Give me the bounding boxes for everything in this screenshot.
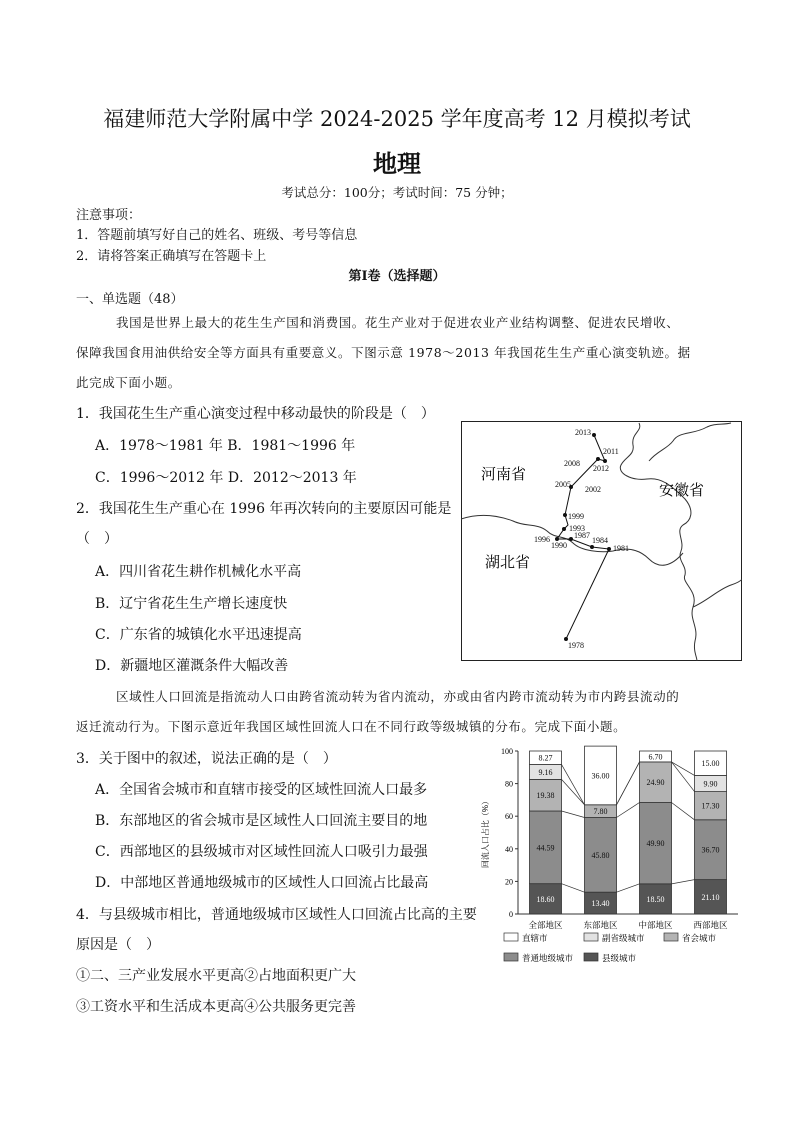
point-2012 xyxy=(603,459,607,463)
x-category-label: 西部地区 xyxy=(693,920,728,930)
bar-data-label: 19.38 xyxy=(536,791,555,801)
series-connector xyxy=(672,803,695,820)
bar-data-label: 9.90 xyxy=(703,779,718,789)
q3-option: C．西部地区的县级城市对区域性回流人口吸引力最强 xyxy=(95,844,428,860)
return-population-chart xyxy=(476,745,744,970)
x-category-label: 中部地区 xyxy=(638,920,673,930)
q1-options-cd: C．1996～2012 年 D．2012～2013 年 xyxy=(95,470,357,486)
x-category-label: 全部地区 xyxy=(528,920,563,930)
point-1999 xyxy=(563,513,567,517)
series-connector xyxy=(562,779,585,804)
q4-options-line: ①二、三产业发展水平更高②占地面积更广大 xyxy=(76,968,356,984)
legend-swatch xyxy=(504,933,518,941)
legend-label: 副省级城市 xyxy=(602,933,645,943)
q2-stem: 2．我国花生生产重心在 1996 年再次转向的主要原因可能是 xyxy=(76,501,452,517)
series-connector xyxy=(617,762,640,805)
bar-data-label: 24.90 xyxy=(646,778,665,788)
q3-option: A．全国省会城市和直辖市接受的区域性回流人口最多 xyxy=(95,782,428,798)
map-label-henan: 河南省 xyxy=(481,466,527,483)
exam-title: 福建师范大学附属中学 2024-2025 学年度高考 12 月模拟考试 xyxy=(103,107,691,131)
year-label: 1993 xyxy=(569,524,585,533)
y-tick-label: 0 xyxy=(509,910,513,919)
q3-option: D．中部地区普通地级城市的区域性人口回流占比最高 xyxy=(95,875,429,891)
bar-data-label: 49.90 xyxy=(646,839,665,849)
bar-data-label: 18.60 xyxy=(536,894,555,904)
year-label: 1996 xyxy=(534,535,550,544)
legend-swatch xyxy=(584,933,598,941)
legend-label: 省会城市 xyxy=(682,933,717,943)
bar-data-label: 13.40 xyxy=(591,899,610,909)
map-label-hubei: 湖北省 xyxy=(485,554,531,571)
series-connector xyxy=(562,764,585,804)
year-label: 2005 xyxy=(555,480,571,489)
legend-label: 直辖市 xyxy=(522,933,548,943)
passage1-line: 我国是世界上最大的花生生产国和消费国。花生产业对于促进农业产业结构调整、促进农民增收、 xyxy=(116,315,680,330)
part-title: 一、单选题（48） xyxy=(76,292,184,307)
notes-heading: 注意事项： xyxy=(76,208,142,223)
bar-data-label: 45.80 xyxy=(591,850,610,860)
q3-stem: 3．关于图中的叙述，说法正确的是（ ） xyxy=(76,751,337,767)
series-connector xyxy=(617,884,640,892)
q2-option: C．广东省的城镇化水平迅速提高 xyxy=(95,627,302,643)
year-label: 1978 xyxy=(568,641,584,650)
legend-swatch xyxy=(584,953,598,961)
bar-data-label: 6.70 xyxy=(648,752,663,762)
y-tick-label: 40 xyxy=(505,844,513,854)
point-1981 xyxy=(607,547,611,551)
peanut-center-map xyxy=(461,421,742,661)
series-connector xyxy=(672,762,695,792)
year-label: 1987 xyxy=(574,531,590,540)
legend-swatch xyxy=(504,953,518,961)
point-1984 xyxy=(590,545,594,549)
bar-data-label: 8.27 xyxy=(538,753,553,763)
series-connector xyxy=(672,880,695,884)
legend-label: 普通地级城市 xyxy=(522,953,574,963)
bar-data-label: 36.00 xyxy=(591,771,610,781)
exam-meta: 考试总分：100分；考试时间：75 分钟； xyxy=(281,185,513,200)
year-label: 1984 xyxy=(592,536,608,545)
y-axis-label: 回流人口占比（%） xyxy=(481,796,490,869)
y-tick-label: 100 xyxy=(501,747,513,756)
point-1993 xyxy=(562,527,566,531)
q2-option: D．新疆地区灌溉条件大幅改善 xyxy=(95,658,289,674)
year-label: 2012 xyxy=(593,464,609,473)
bar-data-label: 36.70 xyxy=(701,845,720,855)
note-item: 1．答题前填写好自己的姓名、班级、考号等信息 xyxy=(76,228,358,243)
passage2-line: 区域性人口回流是指流动人口由跨省流动转为省内流动，亦或由省内跨市流动转为市内跨县流动的 xyxy=(116,689,680,704)
note-item: 2．请将答案正确填写在答题卡上 xyxy=(76,249,267,264)
point-2011 xyxy=(596,457,600,461)
series-connector xyxy=(562,811,585,818)
subject-title: 地理 xyxy=(373,149,421,178)
x-category-label: 东部地区 xyxy=(583,920,618,930)
y-tick-label: 20 xyxy=(505,877,513,887)
series-connector xyxy=(617,803,640,818)
q4-stem: 4．与县级城市相比，普通地级城市区域性人口回流占比高的主要 xyxy=(76,907,477,923)
map-label-anhui: 安徽省 xyxy=(659,482,705,499)
y-tick-label: 60 xyxy=(505,812,513,822)
bar-data-label: 15.00 xyxy=(701,759,720,769)
point-1987 xyxy=(569,537,573,541)
q3-option: B．东部地区的省会城市是区域性人口回流主要目的地 xyxy=(95,813,428,829)
passage2-line: 返迁流动行为。下图示意近年我国区域性回流人口在不同行政等级城镇的分布。完成下面小题。 xyxy=(76,719,627,734)
year-label: 1999 xyxy=(568,512,584,521)
section-title: 第Ⅰ卷（选择题） xyxy=(348,269,446,284)
q2-option: A．四川省花生耕作机械化水平高 xyxy=(95,564,302,580)
year-label: 1981 xyxy=(613,544,629,553)
q4-stem-cont: 原因是（ ） xyxy=(76,937,160,953)
series-connector xyxy=(672,762,695,776)
year-label: 2008 xyxy=(564,459,580,468)
bar-data-label: 7.80 xyxy=(593,807,608,817)
bar-data-label: 21.10 xyxy=(701,892,720,902)
q4-options-line: ③工资水平和生活成本更高④公共服务更完善 xyxy=(76,999,356,1015)
legend-label: 县级城市 xyxy=(602,953,637,963)
year-label: 2011 xyxy=(603,447,619,456)
bar-data-label: 18.50 xyxy=(646,894,665,904)
legend-swatch xyxy=(664,933,678,941)
q2-option: B．辽宁省花生生产增长速度快 xyxy=(95,596,288,612)
y-tick-label: 80 xyxy=(505,779,513,789)
year-label: 2013 xyxy=(575,428,591,437)
q1-stem: 1．我国花生生产重心演变过程中移动最快的阶段是（ ） xyxy=(76,406,435,422)
q1-options-ab: A．1978～1981 年 B．1981～1996 年 xyxy=(95,438,356,454)
series-connector xyxy=(562,884,585,892)
q2-stem-cont: （ ） xyxy=(76,531,118,547)
bar-data-label: 17.30 xyxy=(701,801,720,811)
year-label: 1990 xyxy=(551,541,567,550)
year-label: 2002 xyxy=(585,485,601,494)
point-2013 xyxy=(592,433,596,437)
bar-data-label: 9.16 xyxy=(538,767,553,777)
passage1-line: 此完成下面小题。 xyxy=(76,375,181,390)
passage1-line: 保障我国食用油供给安全等方面具有重要意义。下图示意 1978～2013 年我国花生生产重心演变轨迹。据 xyxy=(76,345,691,360)
bar-data-label: 44.59 xyxy=(536,843,555,853)
